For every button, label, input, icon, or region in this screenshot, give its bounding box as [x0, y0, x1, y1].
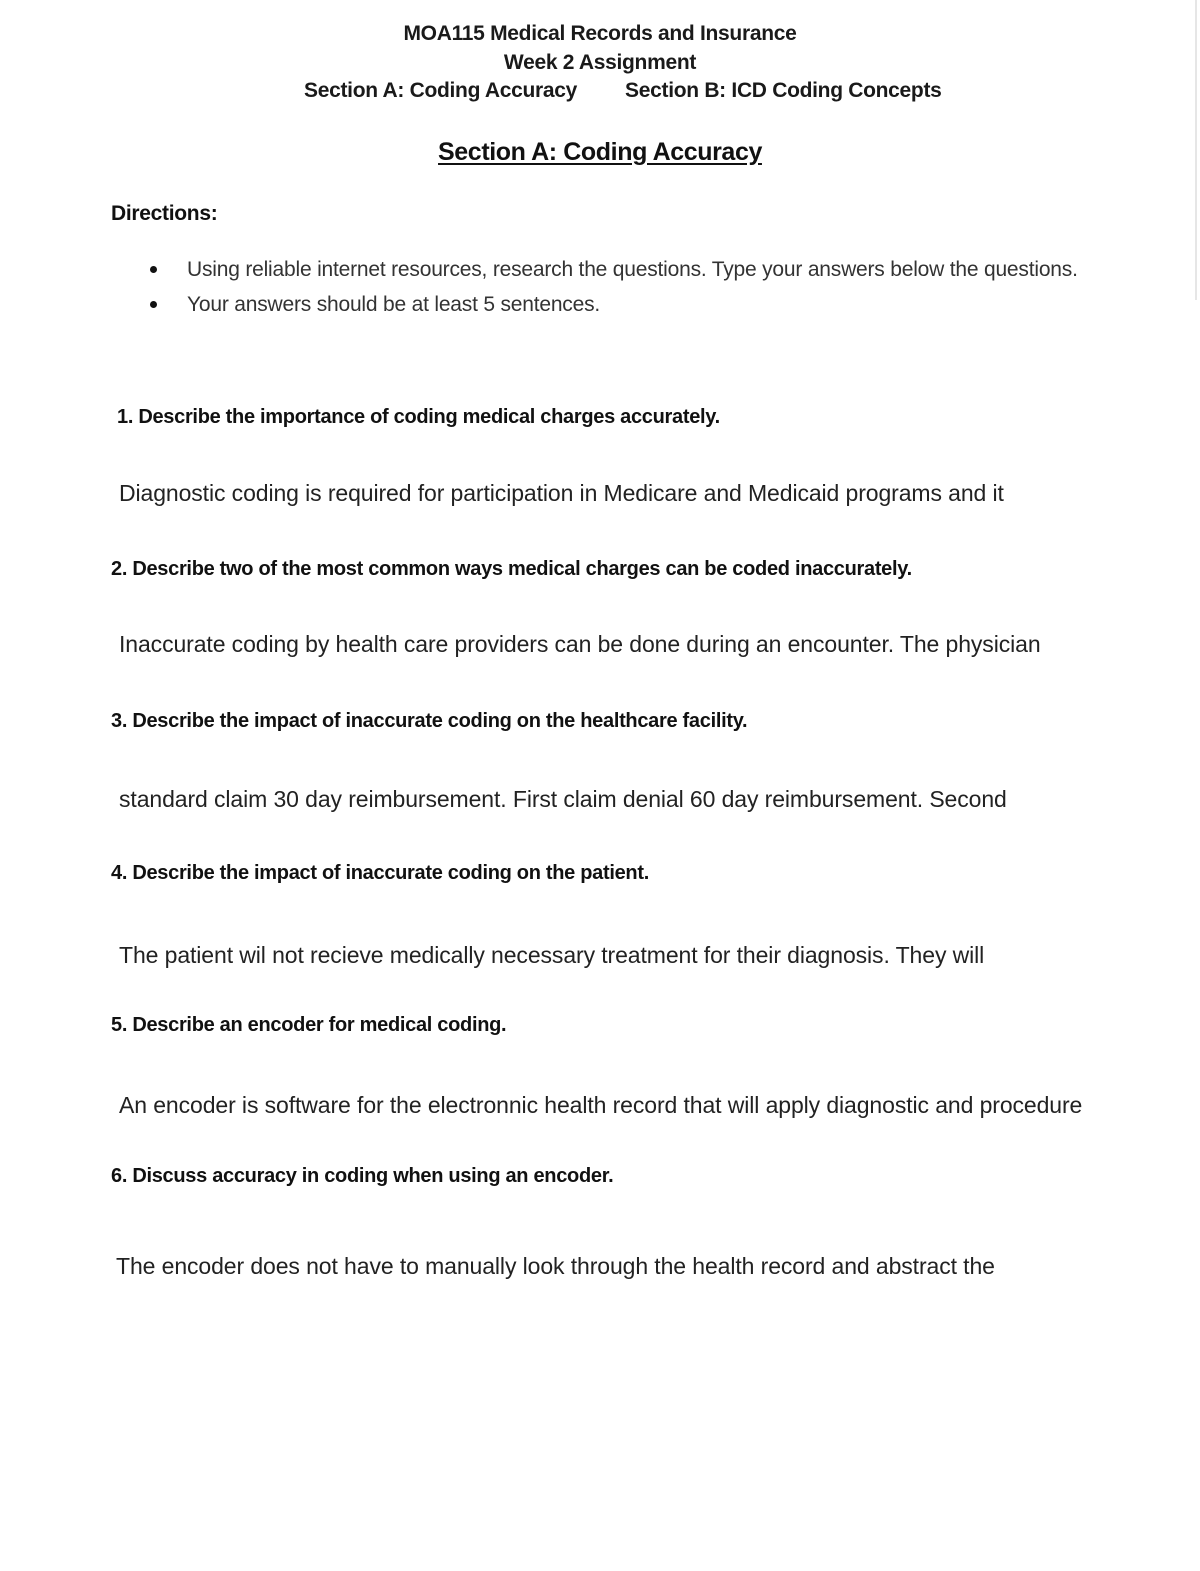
directions-bullet: Your answers should be at least 5 sentences.	[148, 288, 1098, 321]
answer-6[interactable]: The encoder does not have to manually look through the health record and abstract the	[116, 1253, 995, 1279]
section-heading: Section A: Coding Accuracy	[438, 138, 762, 166]
question-3: 3. Describe the impact of inaccurate coding on the healthcare facility.	[111, 710, 748, 732]
section-b-link[interactable]: Section B: ICD Coding Concepts	[625, 79, 942, 102]
assignment-title: Week 2 Assignment	[503, 51, 697, 74]
question-6: 6. Discuss accuracy in coding when using an encoder.	[111, 1165, 614, 1187]
directions-label: Directions:	[111, 202, 218, 225]
question-2: 2. Describe two of the most common ways medical charges can be coded inaccurately.	[111, 558, 912, 580]
answer-3[interactable]: standard claim 30 day reimbursement. First claim denial 60 day reimbursement. Second	[119, 786, 1007, 812]
directions-bullet: Using reliable internet resources, research the questions. Type your answers below the questions.	[148, 253, 1098, 286]
answer-5[interactable]: An encoder is software for the electronnic health record that will apply diagnostic and procedure	[119, 1092, 1083, 1118]
question-4: 4. Describe the impact of inaccurate coding on the patient.	[111, 862, 649, 884]
section-links	[304, 79, 942, 103]
question-1: 1. Describe the importance of coding medical charges accurately.	[117, 406, 720, 428]
answer-2[interactable]: Inaccurate coding by health care providers can be done during an encounter. The physician	[119, 631, 1041, 657]
answer-1[interactable]: Diagnostic coding is required for participation in Medicare and Medicaid programs and it	[119, 480, 1004, 506]
directions-list	[148, 253, 1098, 323]
course-title: MOA115 Medical Records and Insurance	[403, 22, 797, 45]
section-a-link[interactable]: Section A: Coding Accuracy	[304, 79, 578, 102]
question-5: 5. Describe an encoder for medical coding.	[111, 1014, 507, 1036]
answer-4[interactable]: The patient wil not recieve medically necessary treatment for their diagnosis. They will	[119, 942, 985, 968]
